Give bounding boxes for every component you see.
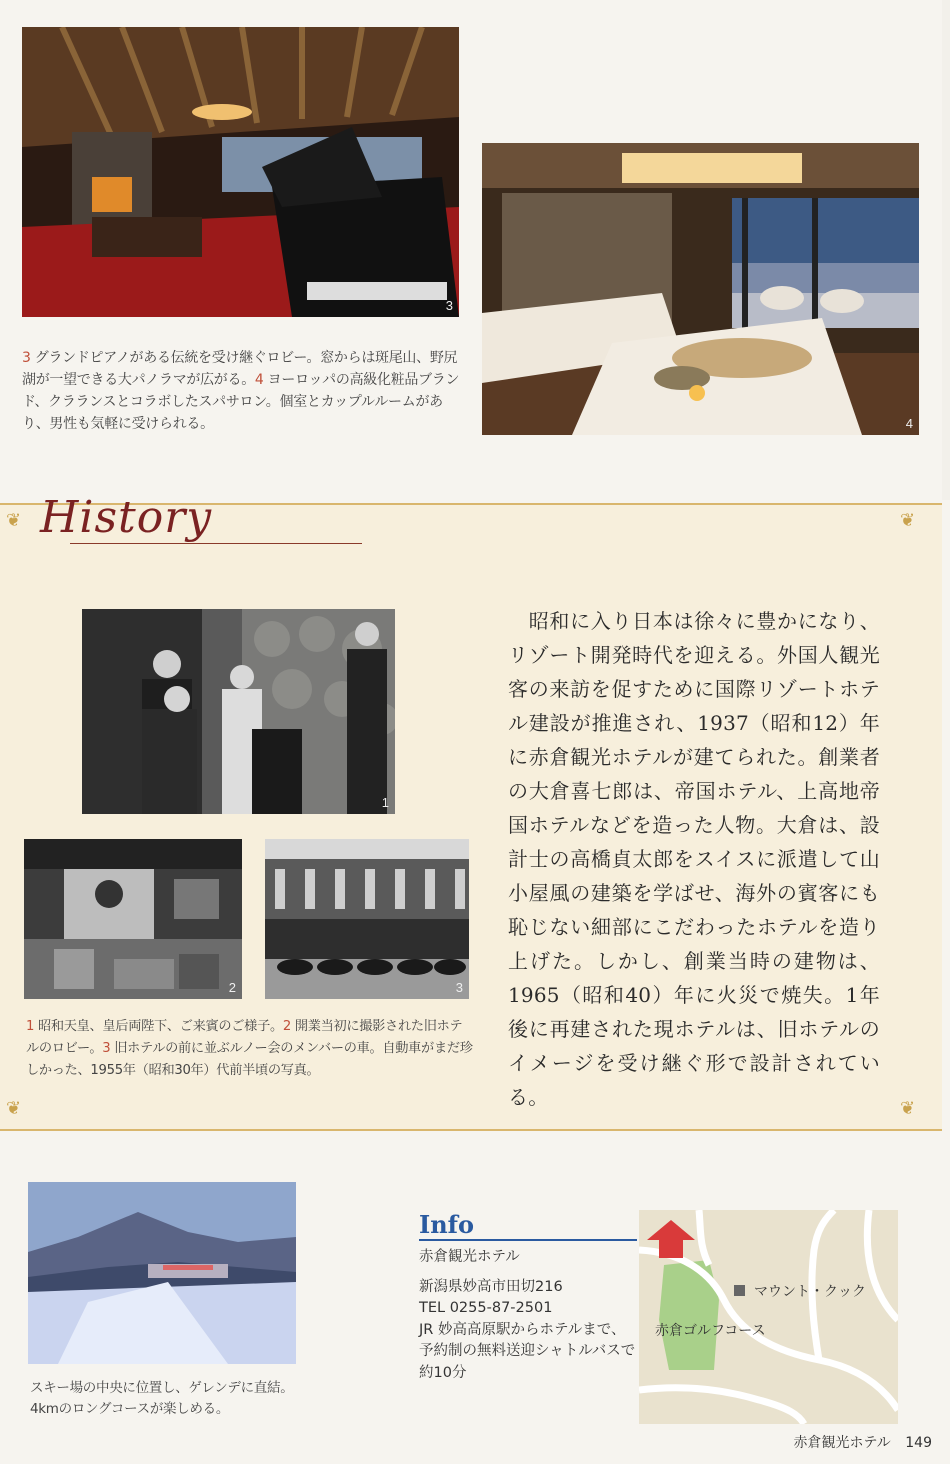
photo-number: 3	[455, 980, 463, 995]
map-label-mount-cook: マウント・クック	[754, 1284, 866, 1300]
info-block	[419, 1247, 637, 1384]
caption-number: 4	[254, 372, 264, 388]
corner-ornament: ❦	[6, 510, 22, 531]
caption-number: 3	[22, 350, 31, 366]
photo-number: 4	[905, 416, 913, 431]
photo-number: 2	[228, 980, 236, 995]
info-title: Info	[419, 1210, 475, 1239]
corner-ornament: ❦	[900, 510, 916, 531]
caption-number: 3	[102, 1041, 111, 1056]
hotel-address: 新潟県妙高市田切216	[419, 1278, 563, 1295]
caption-text: 旧ホテルの前に並ぶルノー会のメンバーの車。自動車がまだ珍しかった、1955年（昭和30年）代前半頃の写真。	[26, 1041, 473, 1078]
page-edge	[942, 0, 950, 500]
corner-ornament: ❦	[900, 1098, 916, 1119]
caption-text: 昭和天皇、皇后両陛下、ご来賓のご様子。	[34, 1019, 283, 1034]
history-body-text: 昭和に入り日本は徐々に豊かになり、リゾート開発時代を迎える。外国人観光客の来訪を促すために国際リゾートホテル建設が推進され、1937（昭和12）年に赤倉観光ホテルが建てられた。創業者の大倉喜七郎は、帝国ホテル、上高地帝国ホテルなどを造った人物。大倉は、設計士の高橋貞太郎をスイスに派遣して山小屋風の建築を学ばせ、海外の賓客にも恥じない細部にこだわったホテルを造り上げた。しかし、創業当時の建物は、1965（昭和40）年に火災で焼失。1年後に再建された現ホテルは、旧ホテルのイメージを受け継ぐ形で設計されている。	[508, 609, 880, 1109]
ski-caption: スキー場の中央に位置し、ゲレンデに直結。4kmのロングコースが楽しめる。	[30, 1380, 294, 1417]
photo-number: 3	[445, 298, 453, 313]
top-photo-caption	[22, 347, 462, 435]
hotel-name: 赤倉観光ホテル	[419, 1249, 520, 1265]
area-map	[639, 1210, 898, 1424]
page-footer	[794, 1432, 933, 1452]
hotel-tel: TEL 0255-87-2501	[419, 1300, 553, 1316]
history-title: History	[40, 492, 213, 543]
corner-ornament: ❦	[6, 1098, 22, 1119]
lobby-photo	[22, 27, 459, 317]
spa-photo	[482, 143, 919, 435]
footer-hotel-name: 赤倉観光ホテル	[793, 1435, 891, 1451]
history-photo-cars	[265, 839, 469, 999]
history-photo-lobby	[24, 839, 242, 999]
page-number: 149	[905, 1435, 932, 1451]
photo-number: 1	[381, 795, 389, 810]
caption-text: 開業当初に撮影された旧ホテルのロビー。	[26, 1019, 463, 1056]
caption-number: 1	[26, 1019, 35, 1034]
history-photo-emperor	[82, 609, 395, 814]
history-photo-caption	[26, 1016, 474, 1082]
caption-number: 2	[282, 1019, 291, 1034]
caption-text: グランドピアノがある伝統を受け継ぐロビー。窓からは斑尾山、野尻湖が一望できる大パノラマが広がる。	[22, 350, 458, 388]
history-title-rule	[70, 543, 362, 544]
ski-slope-photo	[28, 1182, 296, 1364]
hotel-access: JR 妙高高原駅からホテルまで、予約制の無料送迎シャトルバスで約10分	[419, 1321, 636, 1381]
info-title-rule	[419, 1239, 637, 1241]
caption-text: ヨーロッパの高級化粧品ブランド、クラランスとコラボしたスパサロン。個室とカップルルームがあり、男性も気軽に受けられる。	[22, 372, 460, 432]
map-label-golf-course: 赤倉ゴルフコース	[655, 1323, 766, 1339]
